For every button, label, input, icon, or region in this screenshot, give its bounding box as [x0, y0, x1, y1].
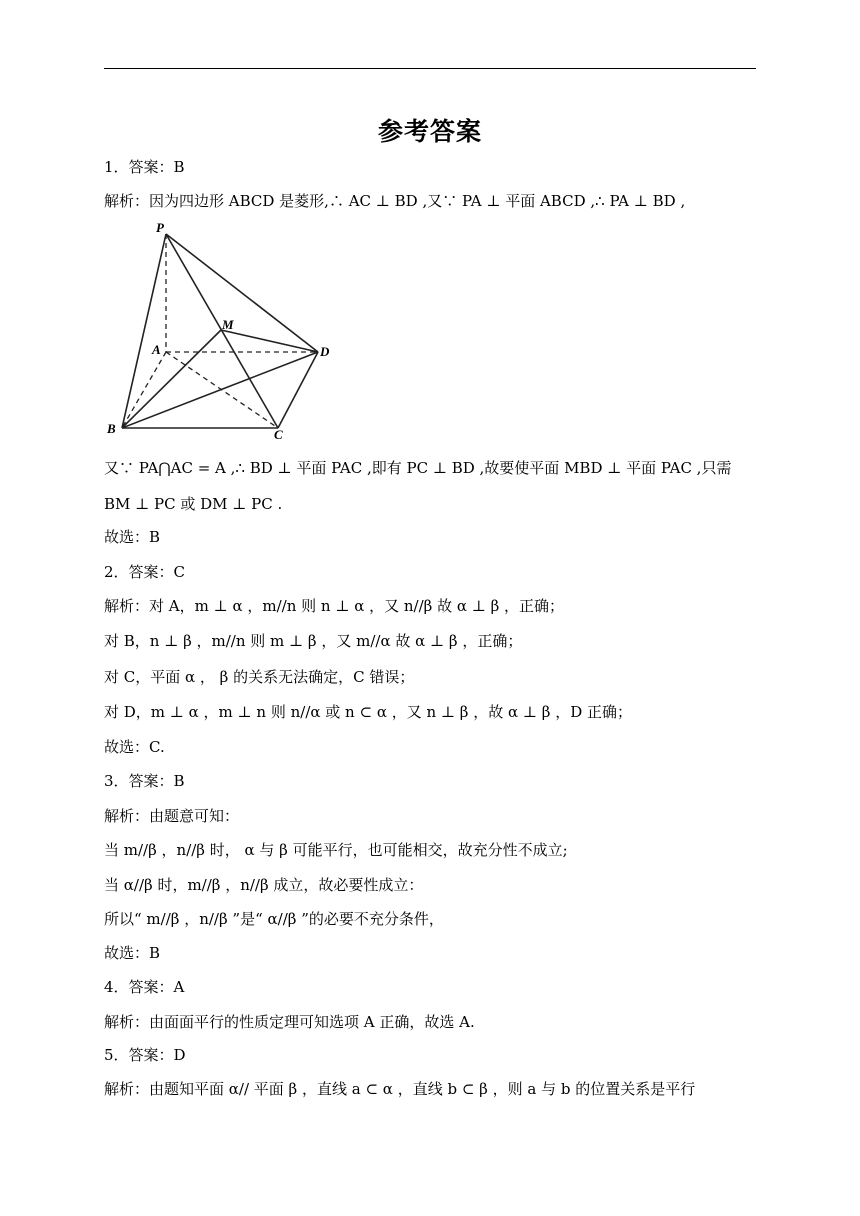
edge-BD — [122, 352, 318, 428]
pyramid-figure — [104, 218, 344, 448]
edge-PB — [122, 234, 166, 428]
pyramid-diagram — [104, 218, 344, 448]
label-M: M — [222, 317, 234, 332]
text-line: 又∵ PA⋂AC = A ,∴ BD ⊥ 平面 PAC ,即有 PC ⊥ BD ,故要使平面 MBD ⊥ 平面 PAC ,只需 — [104, 459, 732, 477]
text-line: 1．答案：B — [104, 158, 185, 176]
label-A: A — [152, 342, 161, 357]
label-B: B — [107, 421, 116, 436]
page-title: 参考答案 — [377, 117, 482, 146]
text-line: 解析：由题知平面 α// 平面 β ，直线 a ⊂ α ，直线 b ⊂ β ，则 a 与 b 的位置关系是平行 — [104, 1080, 696, 1098]
text-line: 解析：由面面平行的性质定理可知选项 A 正确，故选 A. — [104, 1013, 475, 1031]
edge-CD — [278, 352, 318, 428]
label-P: P — [156, 220, 164, 235]
text-line: 3．答案：B — [104, 772, 185, 790]
text-line: 解析：因为四边形 ABCD 是菱形,∴ AC ⊥ BD ,又∵ PA ⊥ 平面 ABCD ,∴ PA ⊥ BD , — [104, 192, 686, 210]
text-line: 故选：B — [104, 944, 161, 962]
text-line: 故选：C. — [104, 738, 165, 756]
text-line: 5．答案：D — [104, 1046, 186, 1064]
label-C: C — [274, 427, 283, 442]
text-line: 当 m//β ，n//β 时， α 与 β 可能平行，也可能相交，故充分性不成立; — [104, 841, 568, 859]
text-line: 对 D，m ⊥ α ，m ⊥ n 则 n//α 或 n ⊂ α ，又 n ⊥ β ，故 α ⊥ β ，D 正确； — [104, 703, 633, 721]
text-line: 2．答案：C — [104, 563, 186, 581]
text-line: 解析：由题意可知： — [104, 807, 240, 825]
text-line: 4．答案：A — [104, 978, 185, 996]
text-line: 对 B，n ⊥ β ，m//n 则 m ⊥ β ，又 m//α 故 α ⊥ β ，正确； — [104, 632, 523, 650]
header-rule — [104, 68, 756, 69]
text-line: 解析：对 A，m ⊥ α ，m//n 则 n ⊥ α ，又 n//β 故 α ⊥ β ，正确； — [104, 597, 565, 615]
text-line: 所以“ m//β ，n//β ”是“ α//β ”的必要不充分条件， — [104, 910, 444, 928]
text-line: 对 C，平面 α ， β 的关系无法确定，C 错误； — [104, 668, 415, 686]
label-D: D — [320, 344, 330, 359]
text-line: 当 α//β 时，m//β ，n//β 成立，故必要性成立： — [104, 876, 424, 894]
edge-AC — [166, 352, 278, 428]
text-line: BM ⊥ PC 或 DM ⊥ PC . — [104, 495, 283, 513]
text-line: 故选：B — [104, 528, 161, 546]
